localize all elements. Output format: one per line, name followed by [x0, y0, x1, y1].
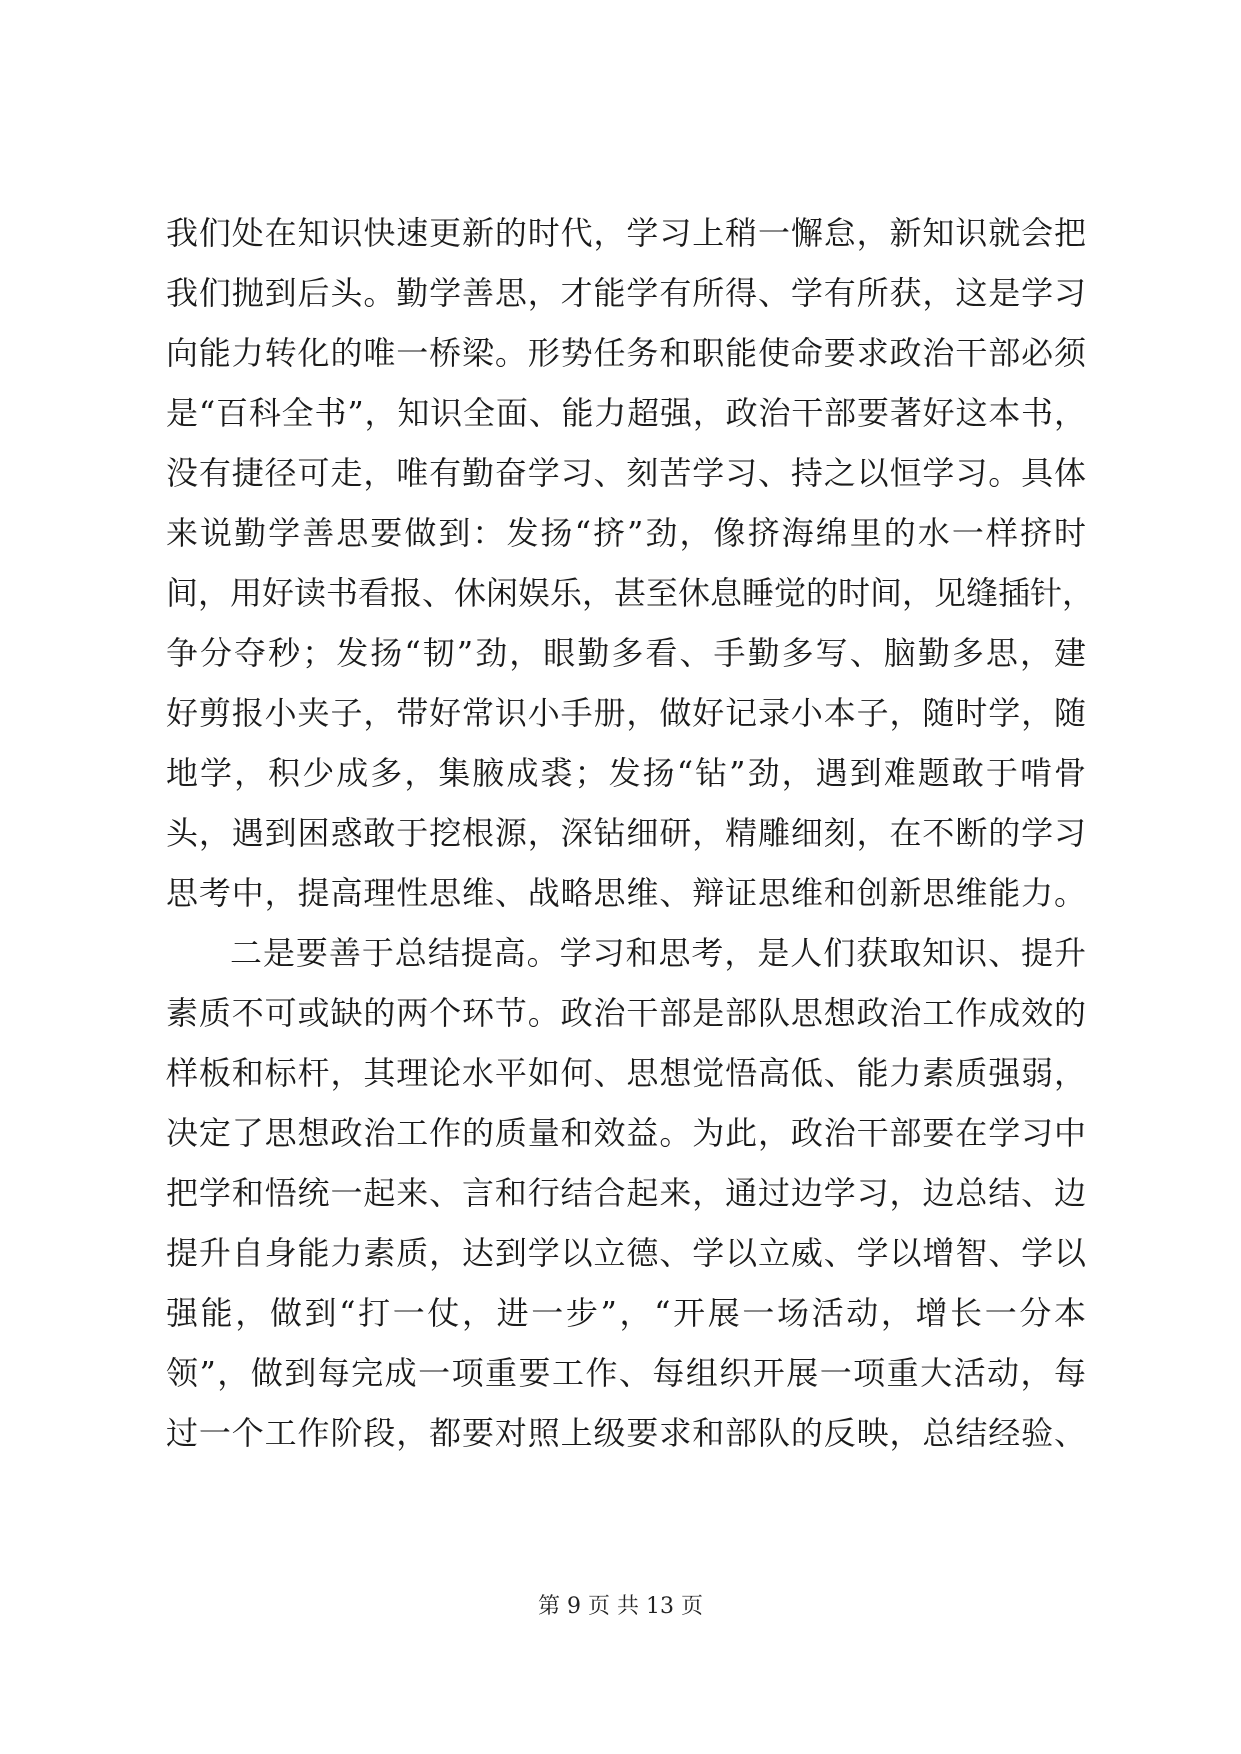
text-line: 来说勤学善思要做到：发扬“挤”劲，像挤海绵里的水一样挤时 — [166, 514, 1086, 552]
text-line: 我们处在知识快速更新的时代，学习上稍一懈怠，新知识就会把 — [166, 214, 1086, 252]
page-number-footer: 第 9 页 共 13 页 — [538, 1594, 703, 1619]
text-line: 样板和标杆，其理论水平如何、思想觉悟高低、能力素质强弱， — [166, 1054, 1086, 1092]
text-line: 强能，做到“打一仗，进一步”，“开展一场活动，增长一分本 — [166, 1294, 1086, 1332]
text-line: 决定了思想政治工作的质量和效益。为此，政治干部要在学习中 — [166, 1114, 1086, 1152]
text-line: 我们抛到后头。勤学善思，才能学有所得、学有所获，这是学习 — [166, 274, 1086, 312]
text-line: 领”，做到每完成一项重要工作、每组织开展一项重大活动，每 — [166, 1354, 1086, 1392]
text-line: 地学，积少成多，集腋成裘；发扬“钻”劲，遇到难题敢于啃骨 — [166, 754, 1086, 792]
text-line: 向能力转化的唯一桥梁。形势任务和职能使命要求政治干部必须 — [166, 334, 1086, 372]
text-line: 头，遇到困惑敢于挖根源，深钻细研，精雕细刻，在不断的学习 — [166, 814, 1086, 852]
text-line: 间，用好读书看报、休闲娱乐，甚至休息睡觉的时间，见缝插针， — [166, 574, 1095, 612]
text-line: 把学和悟统一起来、言和行结合起来，通过边学习，边总结、边 — [166, 1174, 1086, 1212]
text-line: 是“百科全书”，知识全面、能力超强，政治干部要著好这本书， — [166, 394, 1086, 432]
document-body — [166, 203, 1095, 1463]
text-line: 思考中，提高理性思维、战略思维、辩证思维和创新思维能力。 — [166, 874, 1086, 912]
text-line: 过一个工作阶段，都要对照上级要求和部队的反映，总结经验、 — [166, 1414, 1086, 1452]
paragraph-start-line: 二是要善于总结提高。学习和思考，是人们获取知识、提升 — [230, 934, 1086, 972]
text-line: 争分夺秒；发扬“韧”劲，眼勤多看、手勤多写、脑勤多思，建 — [166, 634, 1086, 672]
text-line: 素质不可或缺的两个环节。政治干部是部队思想政治工作成效的 — [166, 994, 1086, 1032]
text-line: 好剪报小夹子，带好常识小手册，做好记录小本子，随时学，随 — [166, 694, 1086, 732]
text-line: 提升自身能力素质，达到学以立德、学以立威、学以增智、学以 — [166, 1234, 1086, 1272]
text-line: 没有捷径可走，唯有勤奋学习、刻苦学习、持之以恒学习。具体 — [166, 454, 1086, 492]
